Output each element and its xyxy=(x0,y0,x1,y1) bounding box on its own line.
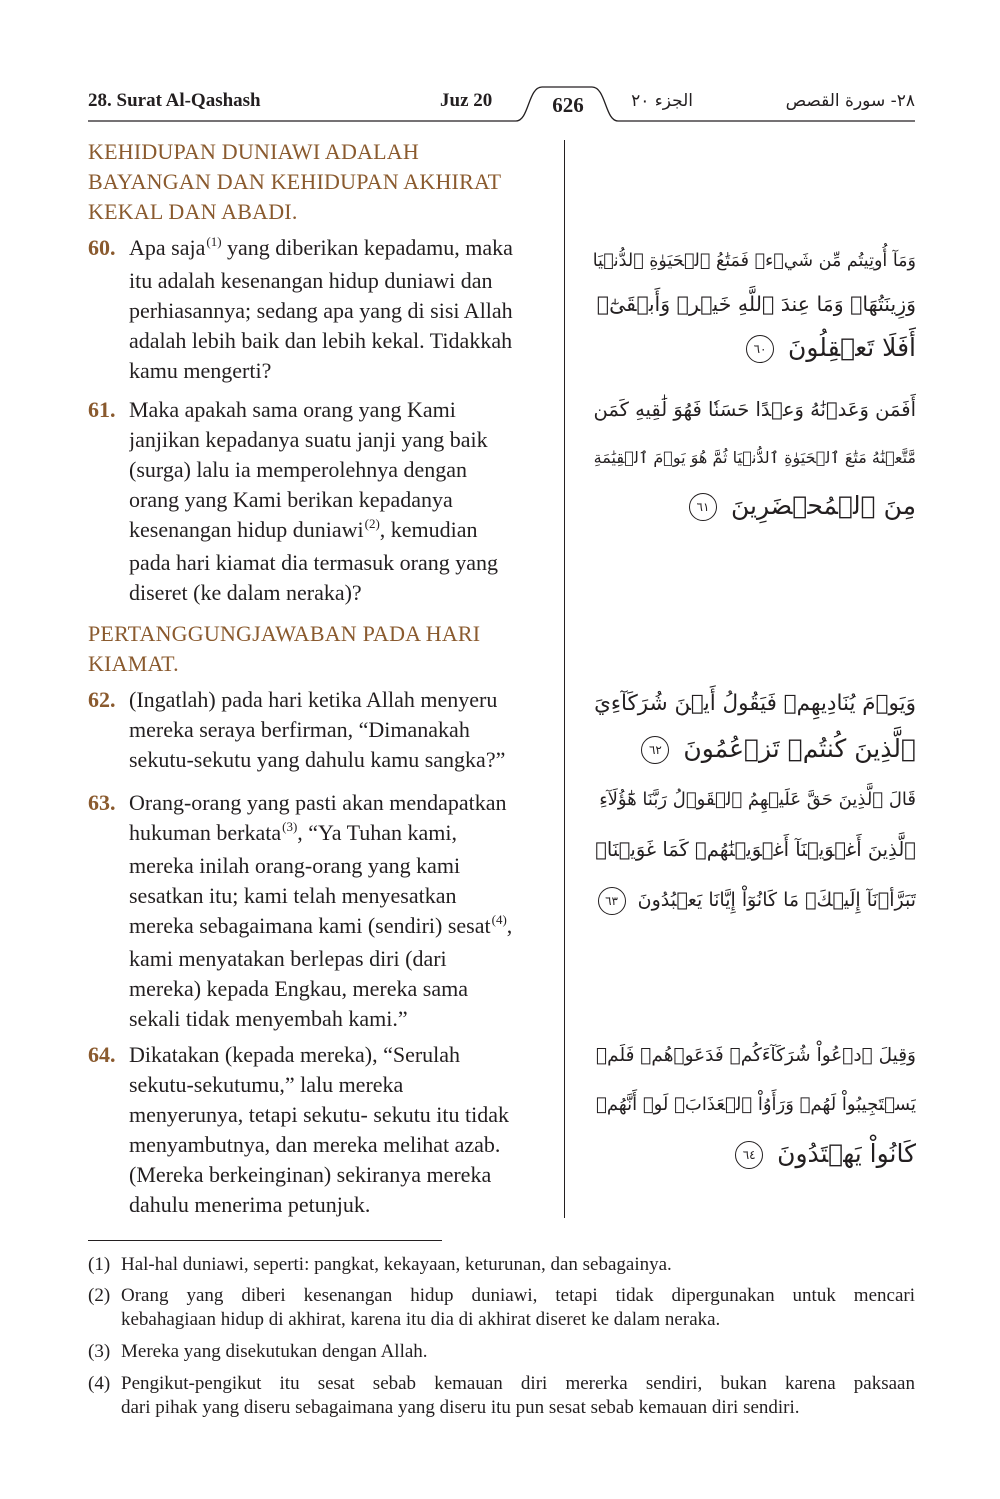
arabic-line xyxy=(592,326,916,369)
verse-62-arabic xyxy=(592,681,916,771)
verse-64-translation xyxy=(88,1040,558,1220)
translation-text: mereka sebagaimana kami (sendiri) sesat xyxy=(129,913,491,938)
footnote-number: (3) xyxy=(88,1341,111,1362)
translation-line xyxy=(129,515,556,548)
translation-line: sekutu-sekutu yang dahulu kamu sangka?” xyxy=(129,747,506,772)
heading-line: KEKAL DAN ABADI. xyxy=(88,199,298,224)
heading-line: PERTANGGUNGJAWABAN PADA HARI xyxy=(88,621,481,646)
footnote-number: (1) xyxy=(88,1254,111,1275)
translation-line xyxy=(129,911,556,944)
translation-text: , “Ya Tuhan kami, xyxy=(297,820,458,845)
footnote-number: (4) xyxy=(88,1373,111,1394)
verse-61-translation xyxy=(88,395,558,608)
translation-line: sekali tidak menyembah kami.” xyxy=(129,1006,408,1031)
footnote-2 xyxy=(88,1284,915,1332)
translation-line: (Ingatlah) pada hari ketika Allah menyeru xyxy=(129,687,498,712)
verse-60-translation xyxy=(88,233,558,386)
translation-line: kami menyatakan berlepas diri (dari xyxy=(129,946,447,971)
footnote-ref: (3) xyxy=(282,819,298,834)
translation-text: hukuman berkata xyxy=(129,820,282,845)
arabic-line: وَمَآ أُوتِيتُم مِّن شَيۡءٖ فَمَتَٰعُ ٱلۡحَيَوٰةِ ٱلدُّنۡيَا xyxy=(592,251,916,271)
translation-line: menyerunya, tetapi sekutu- sekutu itu tidak xyxy=(129,1102,510,1127)
translation-line: sesatkan itu; kami telah menyesatkan xyxy=(129,883,457,908)
arabic-line: قَالَ ٱلَّذِينَ حَقَّ عَلَيۡهِمُ ٱلۡقَوۡلُ رَبَّنَا هَٰٓؤُلَآءِ xyxy=(599,789,916,810)
arabic-text: أَفَلَا تَعۡقِلُونَ xyxy=(788,333,916,362)
arabic-line: وَيَوۡمَ يُنَادِيهِمۡ فَيَقُولُ أَيۡنَ شُرَكَآءِيَ xyxy=(594,691,916,716)
arabic-line xyxy=(592,726,916,771)
footnote-line: Orang yang diberi kesenangan hidup duniawi, tetapi tidak dipergunakan untuk mencari xyxy=(121,1285,915,1306)
footnote-3 xyxy=(88,1340,915,1364)
verse-60-arabic xyxy=(592,240,916,369)
footnote-ref: (4) xyxy=(491,912,507,927)
footnote-line: Hal-hal duniawi, seperti: pangkat, kekayaan, keturunan, dan sebagainya. xyxy=(121,1254,672,1275)
header-rule xyxy=(0,0,1000,140)
verse-number: 62. xyxy=(88,687,116,712)
translation-line: sekutu-sekutumu,” lalu mereka xyxy=(129,1072,404,1097)
footnote-number: (2) xyxy=(88,1285,111,1306)
juz-label-arabic: الجزء ٢٠ xyxy=(631,91,693,111)
verse-63-arabic xyxy=(592,775,916,925)
arabic-line: ٱلَّذِينَ أَغۡوَيۡنَآ أَغۡوَيۡنَٰهُمۡ كَمَا غَوَيۡنَاۖ xyxy=(595,838,916,861)
footnote-ref: (1) xyxy=(206,234,222,249)
verse-64-arabic xyxy=(592,1031,916,1178)
translation-line xyxy=(129,818,556,851)
footnote-ref: (2) xyxy=(364,516,380,531)
translation-line: pada hari kiamat dia termasuk orang yang xyxy=(129,550,498,575)
arabic-text: كَانُواْ يَهۡتَدُونَ xyxy=(777,1139,916,1168)
translation-line: diseret (ke dalam neraka)? xyxy=(129,580,362,605)
arabic-line xyxy=(592,1129,916,1178)
verse-62-translation xyxy=(88,685,558,775)
verse-number: 64. xyxy=(88,1042,116,1067)
arabic-line: وَزِينَتُهَاۚ وَمَا عِندَ ٱللَّهِ خَيۡرٞ وَأَبۡقَىٰٓۚ xyxy=(596,292,916,316)
footnote-line: kebahagiaan hidup di akhirat, karena itu dia di akhirat diseret ke dalam neraka. xyxy=(121,1309,721,1330)
translation-line: perhiasannya; sedang apa yang di sisi Allah xyxy=(129,298,513,323)
translation-text: yang diberikan kepadamu, maka xyxy=(221,235,513,260)
juz-label-latin: Juz 20 xyxy=(440,90,493,111)
surah-title-latin: 28. Surat Al-Qashash xyxy=(88,90,261,111)
section-heading xyxy=(88,619,556,679)
arabic-line: يَسۡتَجِيبُواْ لَهُمۡ وَرَأَوُاْ ٱلۡعَذَابَۚ لَوۡ أَنَّهُمۡ xyxy=(596,1094,916,1115)
verse-end-marker: ٦٢ xyxy=(641,736,669,764)
heading-line: KEHIDUPAN DUNIAWI ADALAH xyxy=(88,139,419,164)
arabic-line xyxy=(592,875,916,925)
footnote-line: Pengikut-pengikut itu sesat sebab kemauan diri mererka sendiri, bukan karena paksaan xyxy=(121,1373,915,1394)
surah-title-arabic: ٢٨- سورة القصص xyxy=(785,91,915,111)
arabic-line: وَقِيلَ ٱدۡعُواْ شُرَكَآءَكُمۡ فَدَعَوۡهُمۡ فَلَمۡ xyxy=(596,1045,916,1066)
footnote-line: dari pihak yang diseru sebagaimana yang diseru itu pun sesat sebab kemauan diri sendiri. xyxy=(121,1397,800,1418)
translation-text: , kemudian xyxy=(379,517,478,542)
translation-line: Dikatakan (kepada mereka), “Serulah xyxy=(129,1042,461,1067)
translation-line: kamu mengerti? xyxy=(129,358,272,383)
arabic-line xyxy=(592,482,916,530)
footnote-4 xyxy=(88,1372,915,1420)
translation-line: (Mereka berkeinginan) sekiranya mereka xyxy=(129,1162,492,1187)
translation-line xyxy=(129,233,556,266)
verse-number: 63. xyxy=(88,790,116,815)
translation-line: (surga) lalu ia memperolehnya dengan xyxy=(129,457,468,482)
arabic-line: مَّتَّعۡنَٰهُ مَتَٰعَ ٱلۡحَيَوٰةِ ٱلدُّنۡيَا ثُمَّ هُوَ يَوۡمَ ٱلۡقِيَٰمَةِ xyxy=(593,448,916,467)
translation-line: menyambutnya, dan mereka melihat azab. xyxy=(129,1132,501,1157)
arabic-text: مِنَ ٱلۡمُحۡضَرِينَ xyxy=(730,491,916,520)
heading-line: KIAMAT. xyxy=(88,651,179,676)
column-divider xyxy=(564,140,565,1218)
arabic-text: ٱلَّذِينَ كُنتُمۡ تَزۡعُمُونَ xyxy=(683,734,916,763)
translation-line: adalah lebih baik dan lebih kekal. Tidakkah xyxy=(129,328,513,353)
verse-number: 60. xyxy=(88,235,116,260)
translation-text: kesenangan hidup duniawi xyxy=(129,517,364,542)
footnote-separator xyxy=(88,1240,442,1241)
translation-line: itu adalah kesenangan hidup duniawi dan xyxy=(129,268,493,293)
heading-line: BAYANGAN DAN KEHIDUPAN AKHIRAT xyxy=(88,169,502,194)
translation-text: Apa saja xyxy=(129,235,206,260)
translation-line: mereka) kepada Engkau, mereka sama xyxy=(129,976,468,1001)
translation-line: dahulu menerima petunjuk. xyxy=(129,1192,371,1217)
translation-line: mereka seraya berfirman, “Dimanakah xyxy=(129,717,470,742)
translation-line: Orang-orang yang pasti akan mendapatkan xyxy=(129,790,507,815)
verse-end-marker: ٦٠ xyxy=(746,335,774,363)
section-heading xyxy=(88,137,556,227)
footnote-1 xyxy=(88,1253,915,1277)
verse-end-marker: ٦٤ xyxy=(735,1141,763,1169)
verse-63-translation xyxy=(88,788,558,1034)
translation-line: mereka inilah orang-orang yang kami xyxy=(129,853,461,878)
verse-number: 61. xyxy=(88,397,116,422)
translation-line: orang yang Kami berikan kepadanya xyxy=(129,487,453,512)
translation-text: , xyxy=(506,913,513,938)
translation-line: janjikan kepadanya suatu janji yang baik xyxy=(129,427,488,452)
verse-end-marker: ٦١ xyxy=(689,493,717,521)
arabic-text: تَبَرَّأۡنَآ إِلَيۡكَۖ مَا كَانُوٓاْ إِيَّانَا يَعۡبُدُونَ xyxy=(637,889,916,911)
verse-61-arabic xyxy=(592,386,916,530)
arabic-line: أَفَمَن وَعَدۡنَٰهُ وَعۡدًا حَسَنٗا فَهُوَ لَٰقِيهِ كَمَن xyxy=(593,398,916,421)
verse-end-marker: ٦٣ xyxy=(598,887,626,915)
translation-line: Maka apakah sama orang yang Kami xyxy=(129,397,456,422)
page-number: 626 xyxy=(552,93,584,117)
footnote-line: Mereka yang disekutukan dengan Allah. xyxy=(121,1341,428,1362)
